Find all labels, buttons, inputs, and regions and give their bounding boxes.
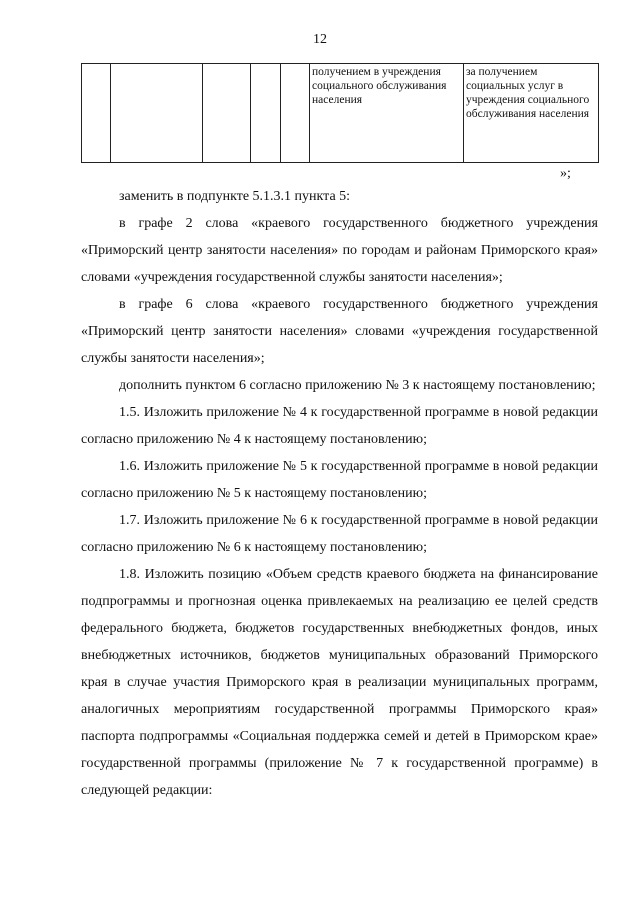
table-cell [111,64,203,163]
paragraph: дополнить пунктом 6 согласно приложению № 3 к настоящему постановлению; [119,378,596,393]
paragraph: 1.6. Изложить приложение № 5 к государственной программе в новой редакции согласно приложению № 5 к настоящему постановлению; [81,459,598,501]
page-number: 12 [313,32,327,47]
paragraph: в графе 2 слова «краевого государственного бюджетного учреждения «Приморский центр занятости населения» по городам и районам Приморского края» словами «учреждения государственной службы занятости населения»; [81,216,598,285]
closing-quote: »; [560,166,571,181]
table-cell [82,64,111,163]
document-body [81,183,598,804]
paragraph: в графе 6 слова «краевого государственного бюджетного учреждения «Приморский центр занятости населения» словами «учреждения государственной службы занятости населения»; [81,297,598,366]
table-fragment [81,63,599,163]
table-cell: за получением социальных услуг в учреждения социального обслуживания населения [464,64,599,163]
table-cell [281,64,310,163]
table-row [82,64,599,163]
paragraph: 1.7. Изложить приложение № 6 к государственной программе в новой редакции согласно приложению № 6 к настоящему постановлению; [81,513,598,555]
paragraph: 1.8. Изложить позицию «Объем средств краевого бюджета на финансирование подпрограммы и прогнозная оценка привлекаемых на реализацию ее целей средств федерального бюджета, бюджетов государственных внебюджетных фондов, иных внебюджетных источников, бюджетов муниципальных образований Приморского края в случае участия Приморского края в реализации муниципальных программ, аналогичных мероприятиям государственной программы Приморского края» паспорта подпрограммы «Социальная поддержка семей и детей в Приморском крае» государственной программы (приложение № 7 к государственной программе) в следующей редакции: [81,567,598,798]
table-cell [203,64,251,163]
table-cell: получением в учреждения социального обслуживания населения [310,64,464,163]
paragraph: 1.5. Изложить приложение № 4 к государственной программе в новой редакции согласно приложению № 4 к настоящему постановлению; [81,405,598,447]
paragraph: заменить в подпункте 5.1.3.1 пункта 5: [119,189,351,204]
table-cell [251,64,281,163]
